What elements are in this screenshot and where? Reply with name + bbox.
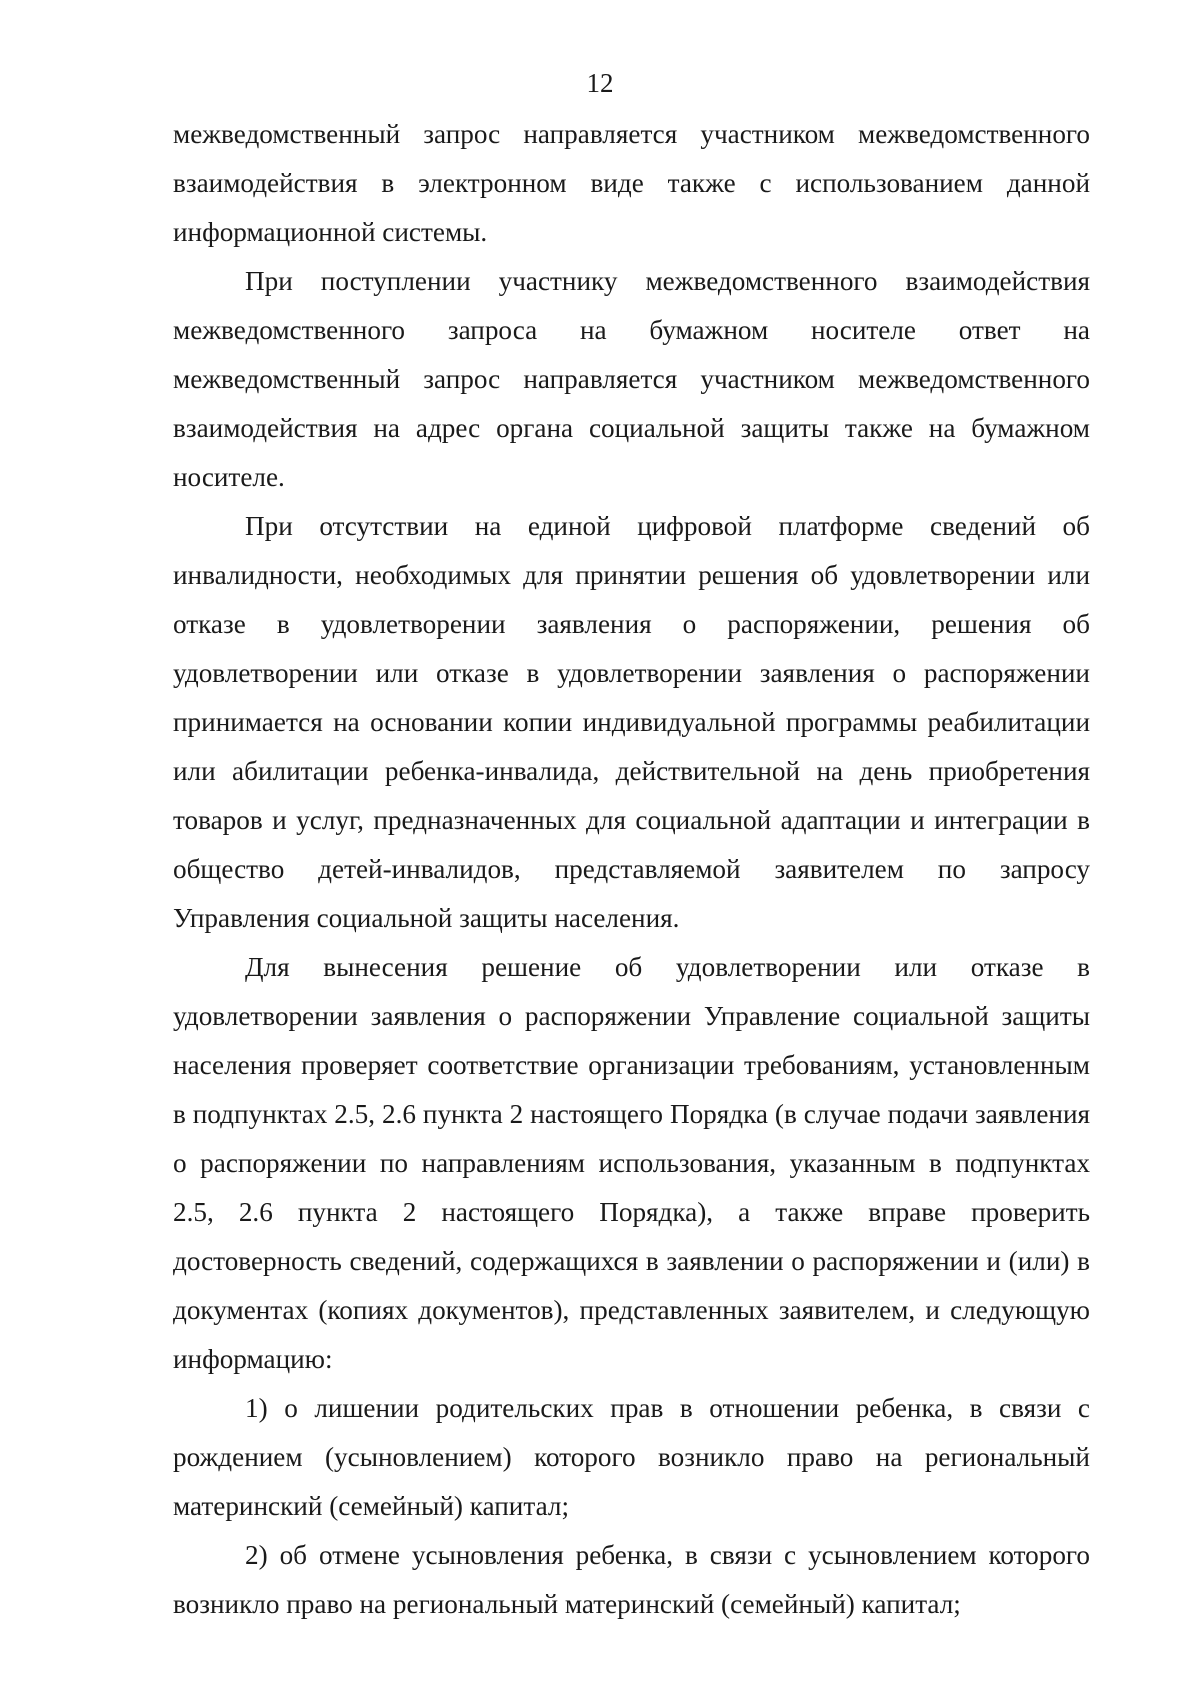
paragraph-continuation: межведомственный запрос направляется участником межведомственного взаимодействия в электронном виде также с использованием данной информационной системы. xyxy=(173,119,1090,247)
paragraph-paper-request: При поступлении участнику межведомственного взаимодействия межведомственного запроса на бумажном носителе ответ на межведомственный запрос направляется участником межведомственного взаимодействия на адрес органа социальной защиты также на бумажном носителе. xyxy=(173,266,1090,492)
document-body xyxy=(173,110,1090,1629)
paragraph-verification: Для вынесения решение об удовлетворении или отказе в удовлетворении заявления о распоряжении Управление социальной защиты населения проверяет соответствие организации требованиям, установленным в подпунктах 2.5, 2.6 пункта 2 настоящего Порядка (в случае подачи заявления о распоряжении по направлениям использования, указанным в подпунктах 2.5, 2.6 пункта 2 настоящего Порядка), а также вправе проверить достоверность сведений, содержащихся в заявлении о распоряжении и (или) в документах (копиях документов), представленных заявителем, и следующую информацию: xyxy=(173,952,1090,1374)
paragraph-disability-info: При отсутствии на единой цифровой платформе сведений об инвалидности, необходимых для принятии решения об удовлетворении или отказе в удовлетворении заявления о распоряжении, решения об удовлетворении или отказе в удовлетворении заявления о распоряжении принимается на основании копии индивидуальной программы реабилитации или абилитации ребенка-инвалида, действительной на день приобретения товаров и услуг, предназначенных для социальной адаптации и интеграции в общество детей-инвалидов, представляемой заявителем по запросу Управления социальной защиты населения. xyxy=(173,511,1090,933)
list-item-2: 2) об отмене усыновления ребенка, в связи с усыновлением которого возникло право на региональный материнский (семейный) капитал; xyxy=(173,1540,1090,1619)
list-item-1: 1) о лишении родительских прав в отношении ребенка, в связи с рождением (усыновлением) которого возникло право на региональный материнский (семейный) капитал; xyxy=(173,1393,1090,1521)
page-number: 12 xyxy=(586,68,614,98)
